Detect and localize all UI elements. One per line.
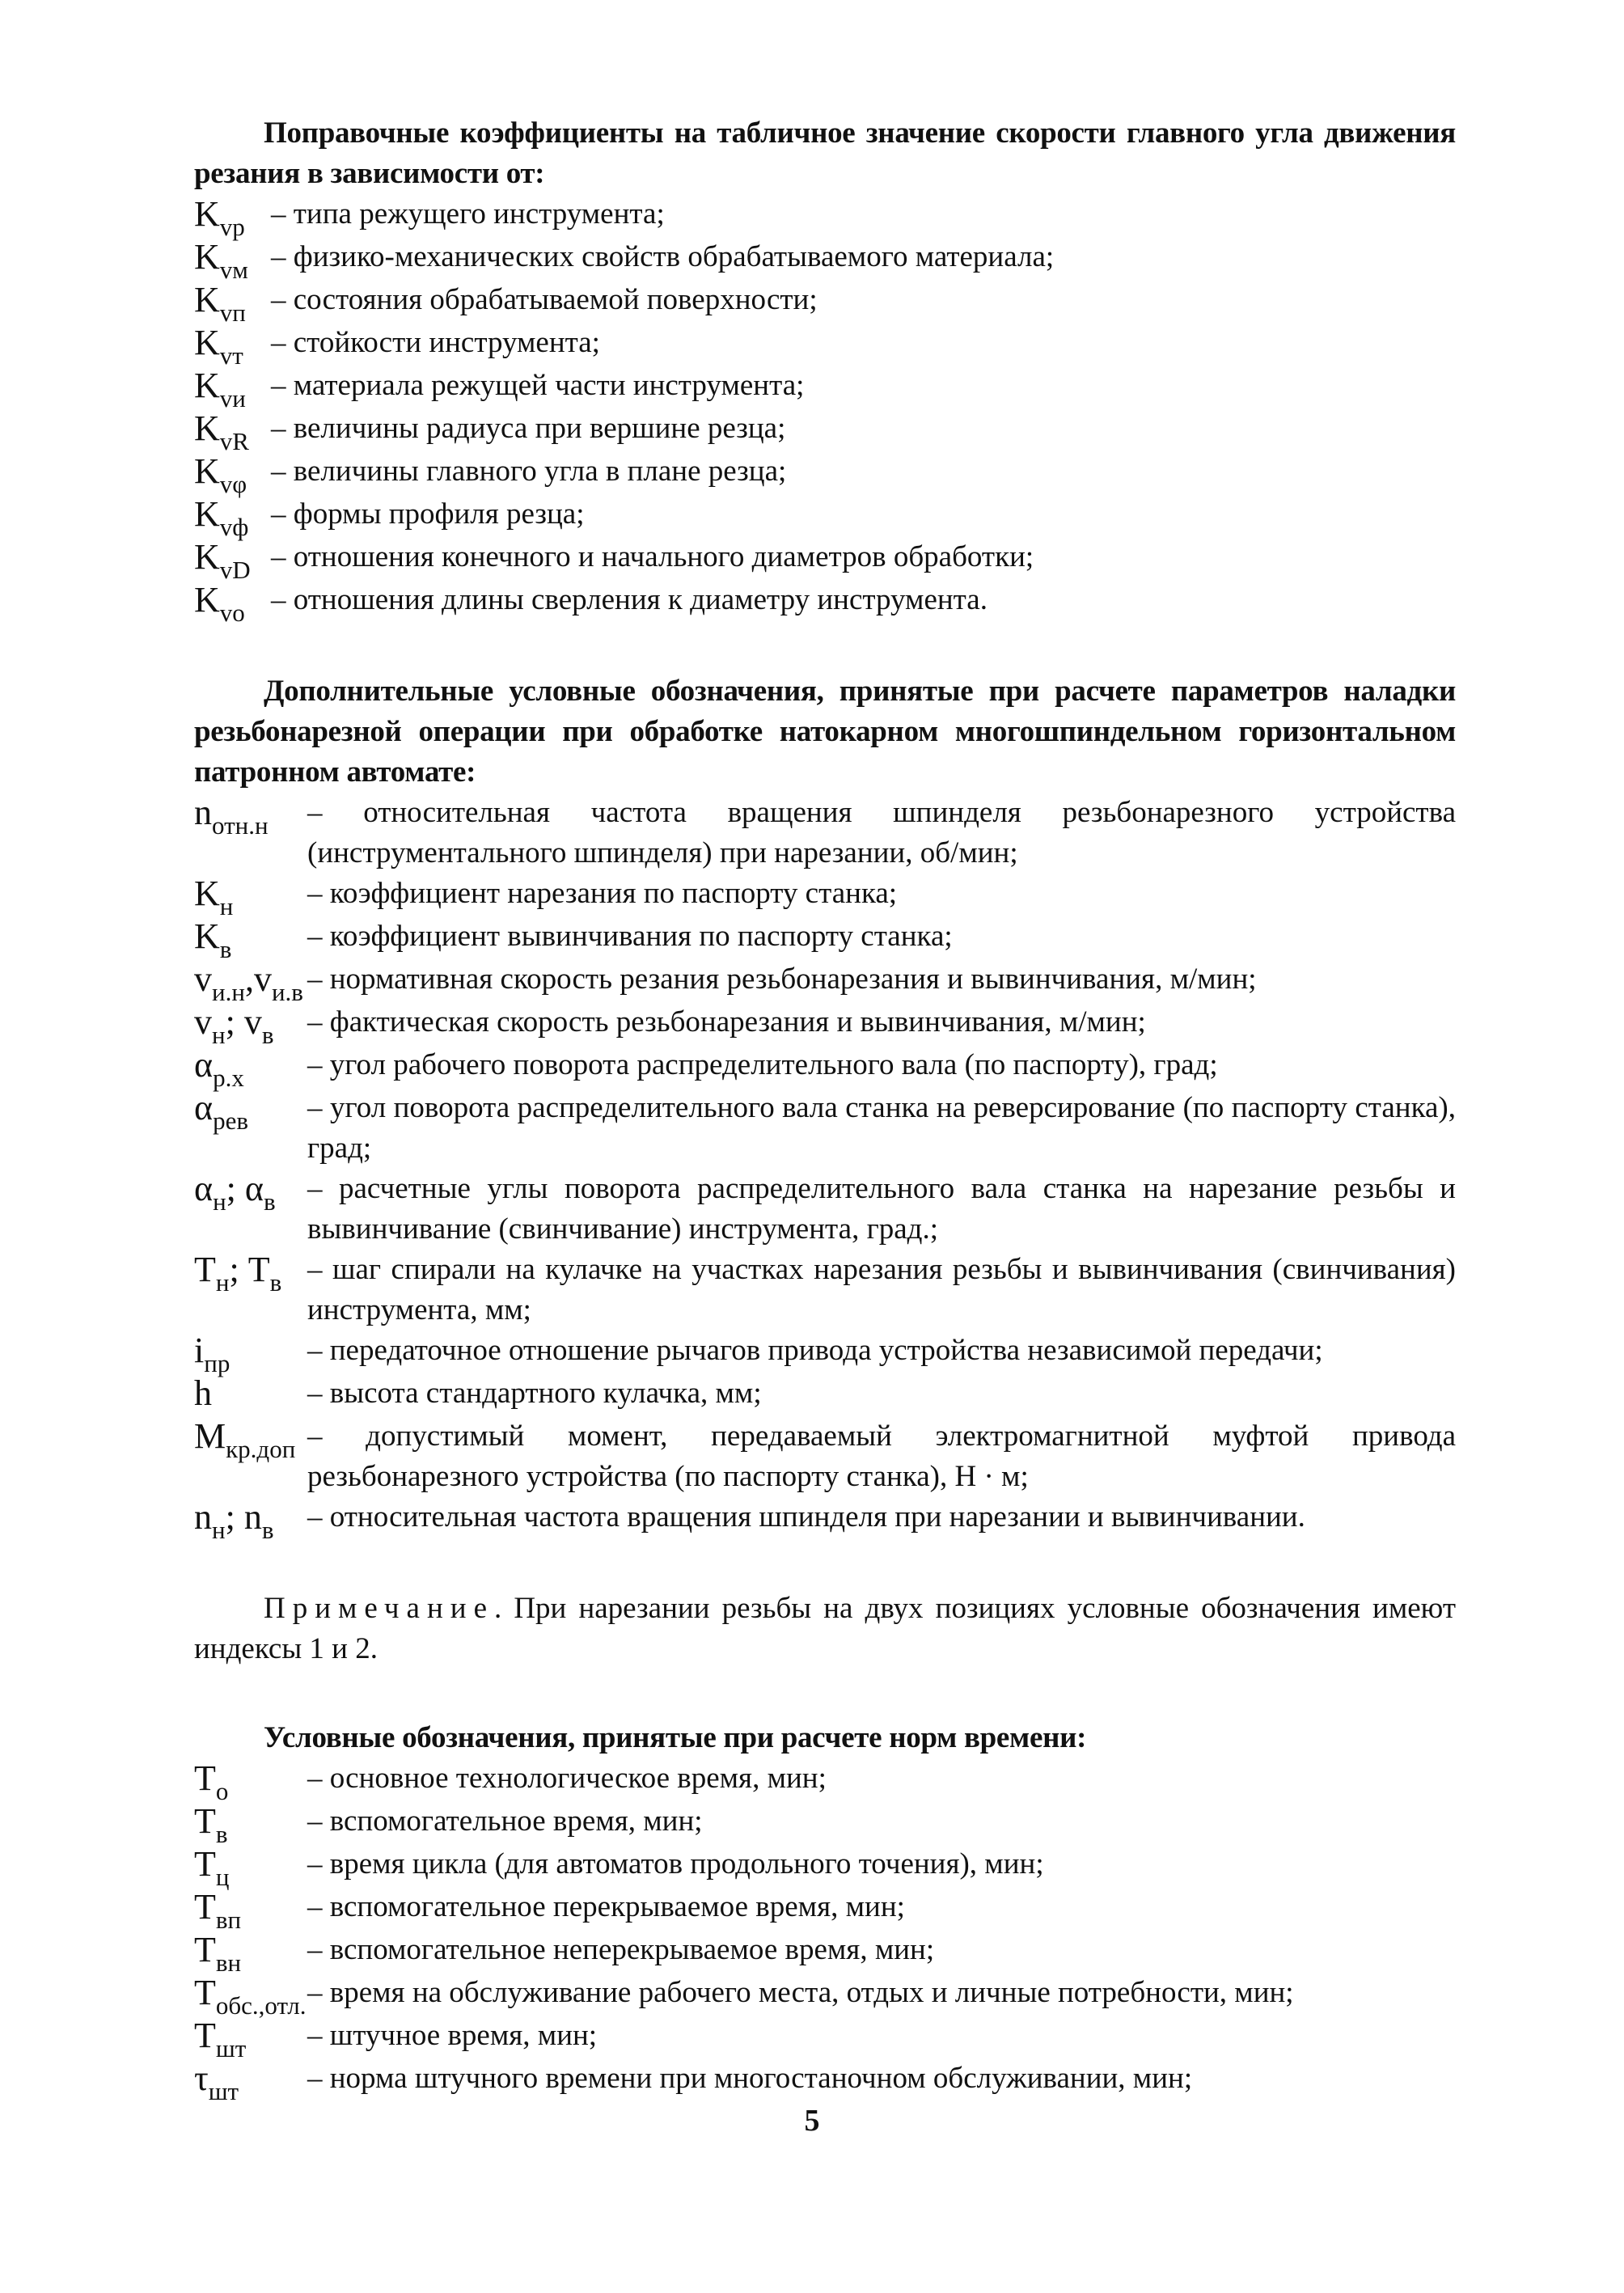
definition-text: – физико-механических свойств обрабатываемого материала; [271,240,1055,273]
definition-row [194,1373,1456,1416]
definition-row [194,237,1456,284]
definition-row [194,1045,1456,1092]
definition-text: – относительная частота вращения шпинделя резьбонарезного устройства (инструментального шпинделя) при нарезании, об/мин; [307,796,1456,869]
definition-text: – стойкости инструмента; [271,326,600,359]
definition-text: – отношения конечного и начального диаметров обработки; [271,540,1034,573]
symbol: $T_н$; $T_в$ [194,1250,282,1297]
definition-row [194,1331,1456,1377]
section1-heading: Поправочные коэффициенты на табличное значение скорости главного угла движения резания в зависимости от: [194,116,1456,190]
symbol: $n_{отн.н}$ [194,793,269,840]
symbol: $T_{обс.,отл.}$ [194,1973,307,2020]
symbol: $K_{vp}$ [194,194,245,241]
definition-row [194,1169,1456,1250]
symbol: $K_{vи}$ [194,366,246,412]
definition-row [194,494,1456,541]
symbol: $T_{вн}$ [194,1930,242,1977]
symbol: $K_{vR}$ [194,408,249,455]
definition-text: – вспомогательное время, мин; [307,1804,703,1838]
symbol: $K_в$ [194,916,232,963]
definition-text: – коэффициент нарезания по паспорту станка; [307,877,898,910]
definition-text: – нормативная скорость резания резьбонарезания и вывинчивания, м/мин; [307,962,1257,996]
symbol: $T_{шт}$ [194,2016,247,2062]
definition-text: – вспомогательное перекрываемое время, мин; [307,1890,905,1923]
definition-row [194,280,1456,327]
definition-row [194,1973,1456,2020]
definition-row [194,1844,1456,1891]
note-paragraph [194,1589,1456,1669]
definition-text: – отношения длины сверления к диаметру инструмента. [271,583,988,616]
definition-text: – допустимый момент, передаваемый электромагнитной муфтой привода резьбонарезного устройства (по паспорту станка), Н · м; [307,1419,1456,1493]
definition-text: – время цикла (для автоматов продольного точения), мин; [307,1847,1044,1881]
note-text: . При нарезании резьбы на двух позициях условные обозначения имеют индексы 1 и 2. [194,1592,1456,1665]
definition-row [194,2058,1456,2105]
symbol: $\alpha_н$; $\alpha_в$ [194,1169,276,1216]
definition-text: – штучное время, мин; [307,2019,598,2052]
definition-row [194,1088,1456,1169]
definition-row [194,580,1456,627]
symbol: $\tau_{шт}$ [194,2058,239,2105]
definition-text: – фактическая скорость резьбонарезания и вывинчивания, м/мин; [307,1005,1146,1039]
definition-text: – величины главного угла в плане резца; [271,455,787,488]
definition-row [194,874,1456,920]
symbol: $T_в$ [194,1801,228,1848]
definition-text: – угол поворота распределительного вала станка на реверсирование (по паспорту станка), град; [307,1091,1456,1165]
definition-text: – шаг спирали на кулачке на участках нарезания резьбы и вывинчивания (свинчивания) инструмента, мм; [307,1253,1456,1326]
symbol: $M_{кр.доп}$ [194,1416,296,1463]
section2-heading: Дополнительные условные обозначения, принятые при расчете параметров наладки резьбонарезной операции при обработке натокарном многошпиндельном горизонтальном патронном автомате: [194,675,1456,789]
definition-row [194,408,1456,455]
definition-row [194,194,1456,241]
symbol: $K_{vo}$ [194,580,245,627]
symbol: $T_{вп}$ [194,1887,242,1934]
document-page [194,113,1456,2105]
definition-text: – коэффициент вывинчивания по паспорту станка; [307,920,953,953]
definition-row [194,1801,1456,1848]
symbol: $\alpha_{рев}$ [194,1088,248,1135]
definition-text: – состояния обрабатываемой поверхности; [271,283,818,316]
definition-row [194,451,1456,498]
definition-row [194,959,1456,1006]
definition-text: – время на обслуживание рабочего места, отдых и личные потребности, мин; [307,1976,1294,2009]
definition-row [194,366,1456,412]
definition-text: – норма штучного времени при многостаночном обслуживании, мин; [307,2062,1193,2095]
definition-text: – вспомогательное неперекрываемое время, мин; [307,1933,935,1966]
definition-row [194,1250,1456,1331]
symbol: $K_{vD}$ [194,537,251,584]
symbol: $n_н$; $n_в$ [194,1497,274,1544]
definition-text: – угол рабочего поворота распределительного вала (по паспорту), град; [307,1048,1218,1081]
definition-row [194,916,1456,963]
symbol: $\alpha_{р.х}$ [194,1045,244,1092]
symbol: $K_{vт}$ [194,323,243,370]
symbol: $v_н$; $v_в$ [194,1002,274,1049]
symbol: $i_{пр}$ [194,1331,230,1377]
definition-text: – относительная частота вращения шпинделя при нарезании и вывинчивании. [307,1500,1305,1534]
symbol: $K_{v\varphi}$ [194,451,247,498]
section3-definitions [194,1758,1456,2105]
definition-text: – величины радиуса при вершине резца; [271,412,786,445]
symbol: $T_ц$ [194,1844,230,1891]
symbol: $T_о$ [194,1758,229,1805]
definition-row [194,793,1456,874]
symbol: $v_{и.н},v_{и.в}$ [194,959,303,1006]
definition-row [194,537,1456,584]
definition-text: – расчетные углы поворота распределительного вала станка на нарезание резьбы и вывинчивание (свинчивание) инструмента, град.; [307,1172,1456,1246]
definition-text: – формы профиля резца; [271,497,585,531]
symbol: h [194,1373,212,1413]
symbol: $K_н$ [194,874,234,920]
definition-row [194,323,1456,370]
definition-row [194,1497,1456,1544]
definition-row [194,1930,1456,1977]
definition-row [194,1416,1456,1497]
definition-text: – типа режущего инструмента; [271,197,665,231]
definition-row [194,1887,1456,1934]
symbol: $K_{vп}$ [194,280,246,327]
note-lead: Примечание [264,1592,494,1625]
section1-definitions [194,194,1456,627]
symbol: $K_{vф}$ [194,494,249,541]
definition-row [194,1758,1456,1805]
symbol: $K_{vм}$ [194,237,248,284]
section2-definitions [194,793,1456,1544]
definition-row [194,1002,1456,1049]
definition-text: – высота стандартного кулачка, мм; [307,1377,762,1410]
definition-text: – материала режущей части инструмента; [271,369,805,402]
definition-text: – передаточное отношение рычагов привода устройства независимой передачи; [307,1334,1323,1367]
definition-text: – основное технологическое время, мин; [307,1762,827,1795]
section3-heading: Условные обозначения, принятые при расчете норм времени: [264,1721,1087,1754]
page-number: 5 [804,2104,820,2138]
definition-row [194,2016,1456,2062]
